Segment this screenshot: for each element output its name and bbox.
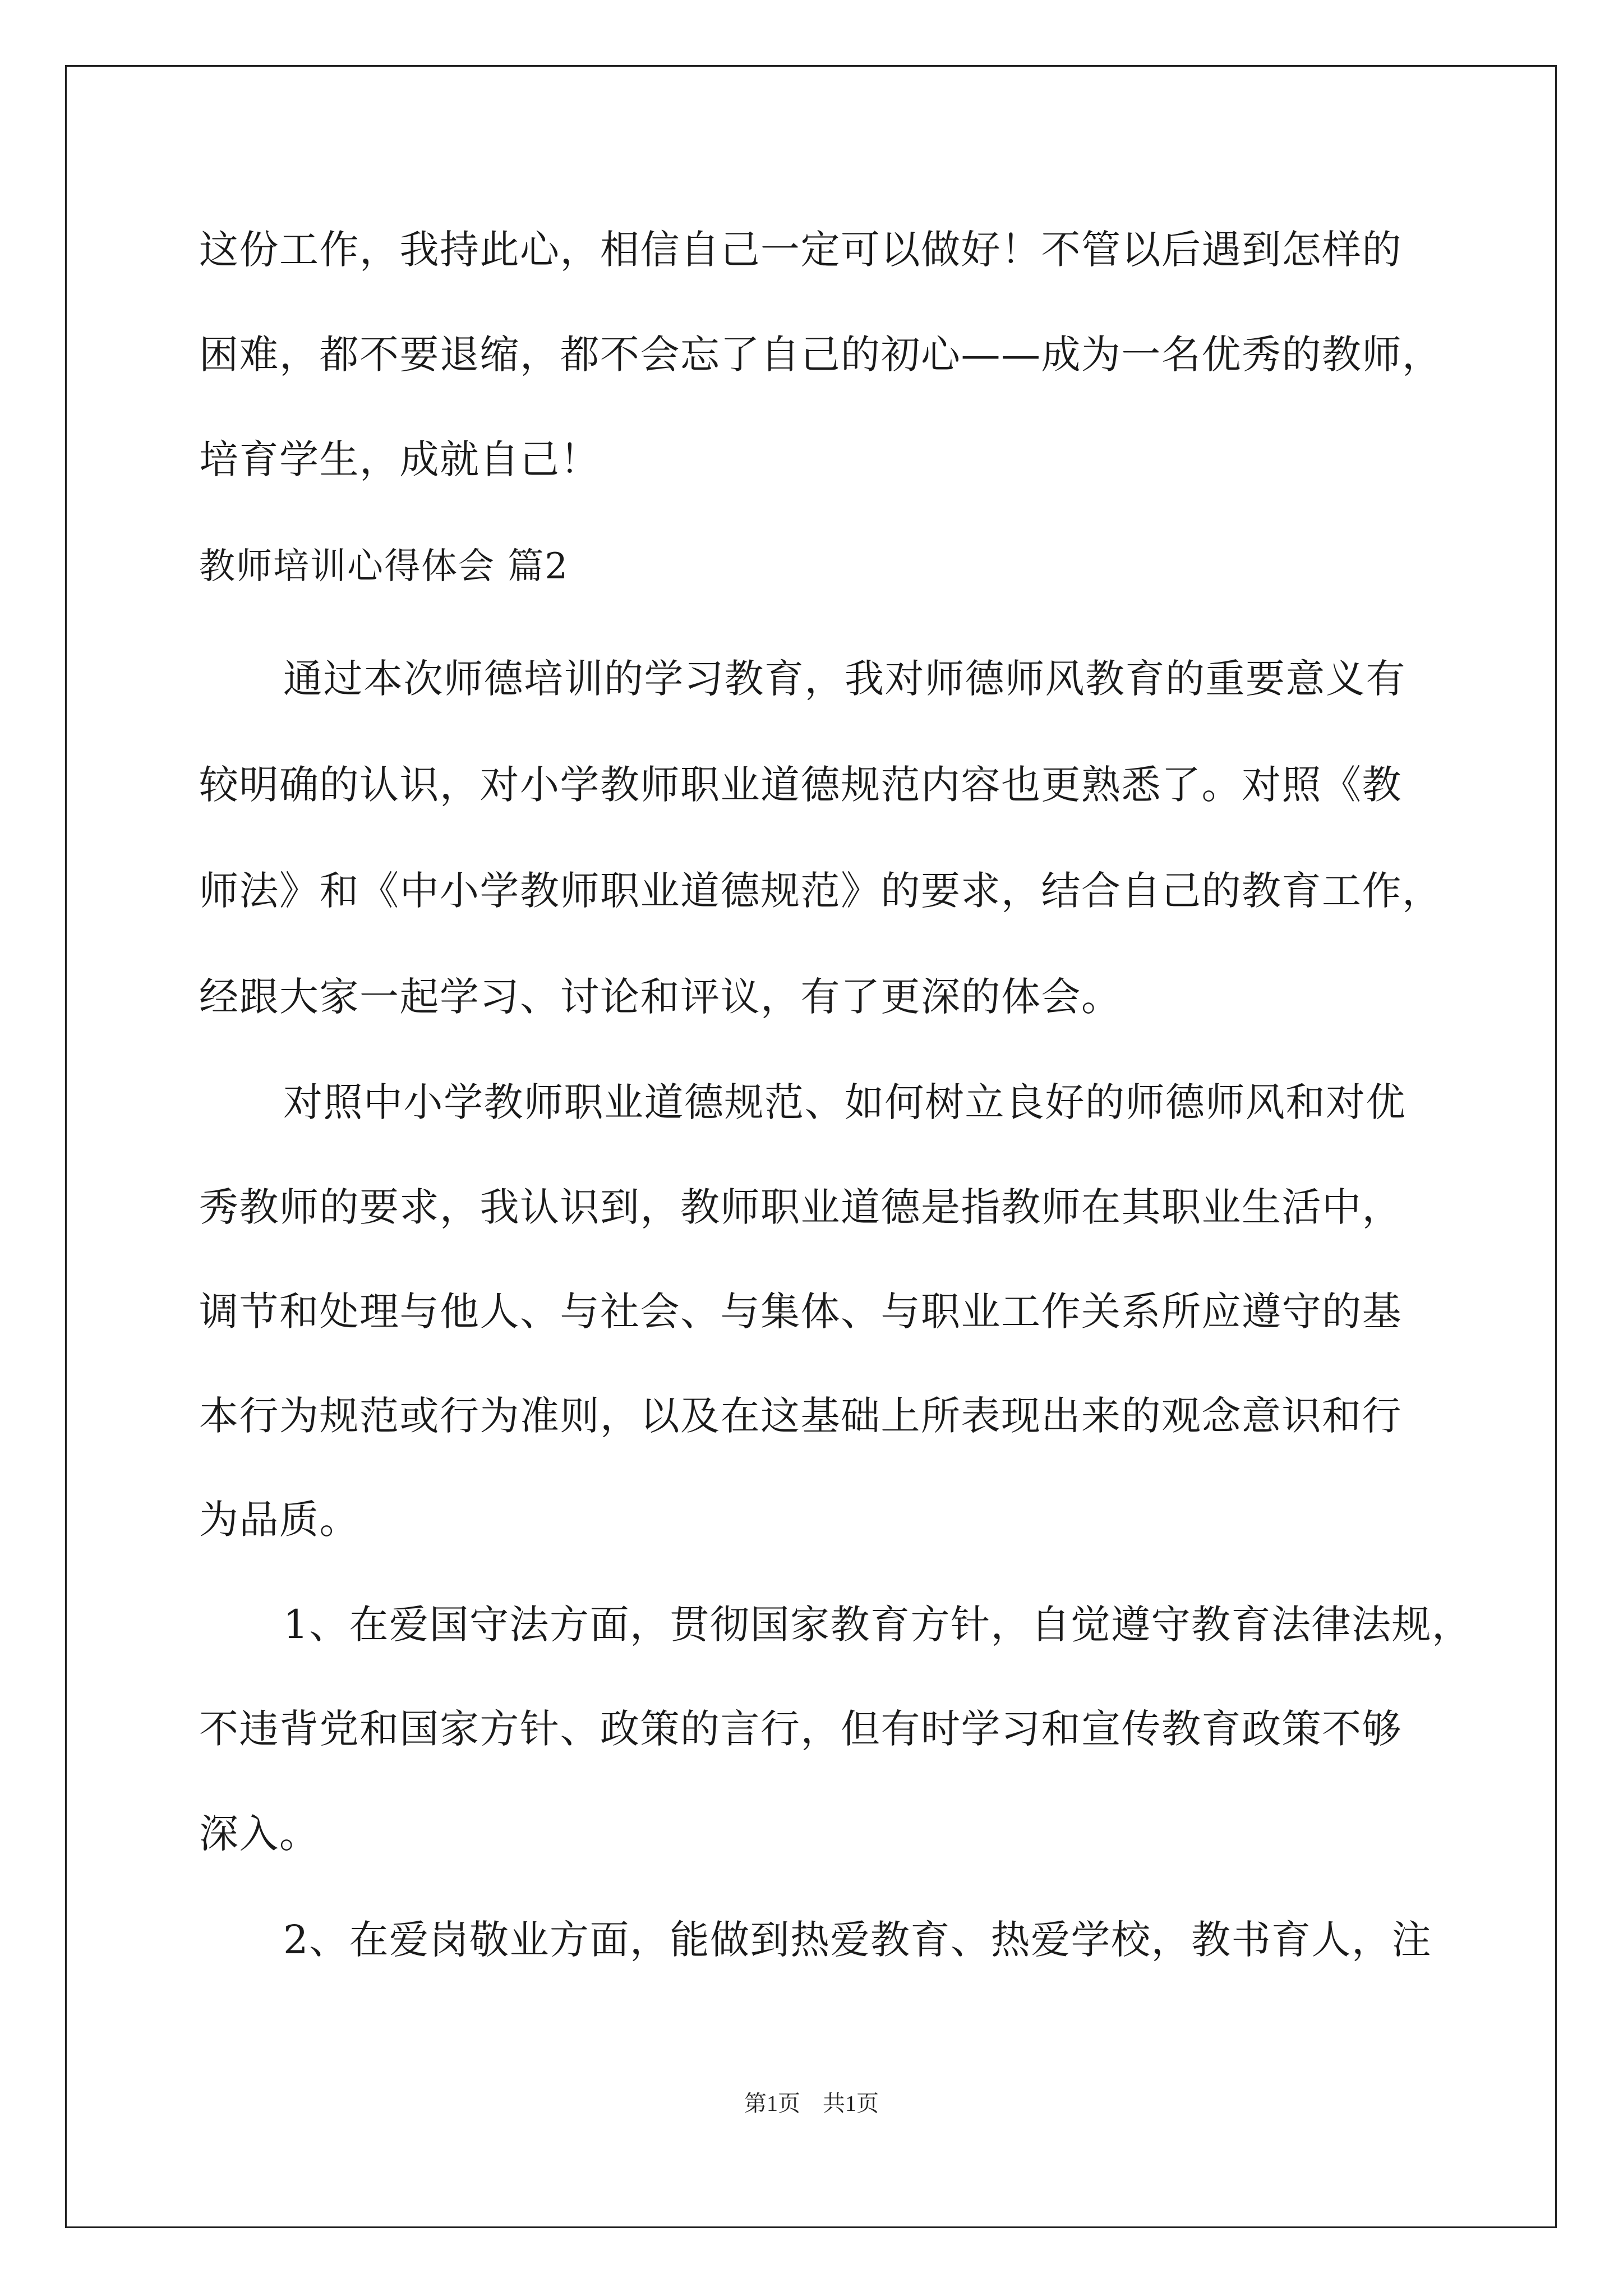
page-number-footer: 第1页 共1页 xyxy=(744,2091,879,2116)
text-line: 1、在爱国守法方面，贯彻国家教育方针，自觉遵守教育法律法规， xyxy=(283,1602,1472,1648)
text-line: 不违背党和国家方针、政策的言行，但有时学习和宣传教育政策不够 xyxy=(199,1706,1402,1752)
text-line: 调节和处理与他人、与社会、与集体、与职业工作关系所应遵守的基 xyxy=(199,1289,1402,1335)
text-line: 本行为规范或行为准则，以及在这基础上所表现出来的观念意识和行 xyxy=(199,1393,1402,1439)
text-line: 困难，都不要退缩，都不会忘了自己的初心——成为一名优秀的教师， xyxy=(199,332,1442,378)
text-line: 这份工作，我持此心，相信自己一定可以做好！不管以后遇到怎样的 xyxy=(199,227,1402,273)
text-line: 为品质。 xyxy=(199,1497,359,1543)
text-line: 秀教师的要求，我认识到，教师职业道德是指教师在其职业生活中， xyxy=(199,1184,1402,1230)
text-line: 经跟大家一起学习、讨论和评议，有了更深的体会。 xyxy=(199,974,1122,1020)
text-line: 培育学生，成就自己！ xyxy=(199,436,600,482)
text-line: 较明确的认识，对小学教师职业道德规范内容也更熟悉了。对照《教 xyxy=(199,762,1402,808)
text-line: 对照中小学教师职业道德规范、如何树立良好的师德师风和对优 xyxy=(283,1079,1406,1125)
text-line: 通过本次师德培训的学习教育，我对师德师风教育的重要意义有 xyxy=(283,656,1406,702)
text-line: 深入。 xyxy=(199,1811,320,1857)
text-line: 师法》和《中小学教师职业道德规范》的要求，结合自己的教育工作， xyxy=(199,868,1442,914)
section-heading: 教师培训心得体会 篇2 xyxy=(199,546,569,587)
page-border xyxy=(65,65,1557,2228)
text-line: 2、在爱岗敬业方面，能做到热爱教育、热爱学校，教书育人，注 xyxy=(283,1917,1432,1963)
